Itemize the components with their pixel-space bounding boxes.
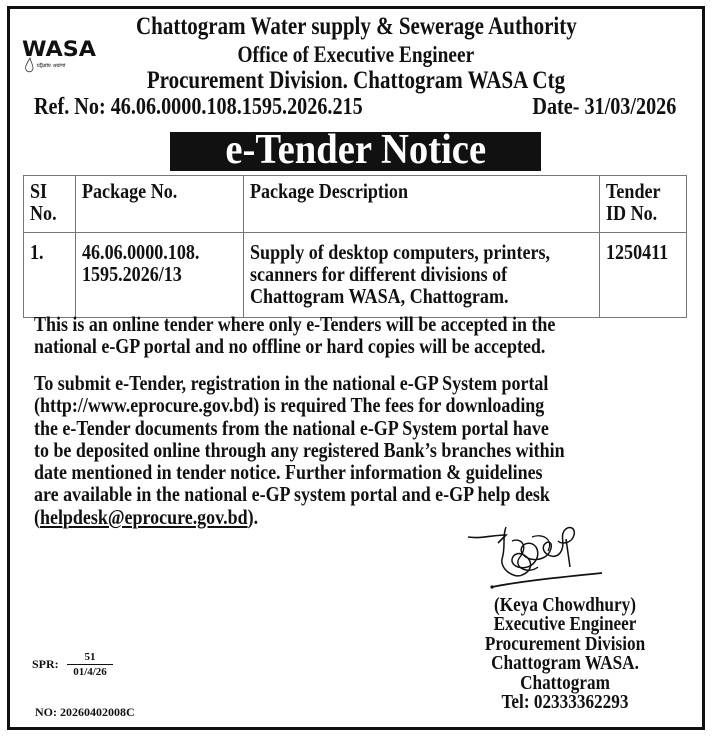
signature-image bbox=[462, 517, 612, 597]
svg-text:চট্টগ্রাম ওয়াসা: চট্টগ্রাম ওয়াসা bbox=[37, 63, 66, 69]
signatory-name: (Keya Chowdhury) bbox=[494, 594, 636, 616]
signatory-organization: Chattogram WASA. bbox=[491, 652, 639, 675]
table-row bbox=[24, 233, 687, 318]
header-si-no: SI No. bbox=[24, 176, 76, 233]
header-tender-id: Tender ID No. bbox=[599, 176, 686, 233]
spr-number: 51 bbox=[67, 651, 113, 665]
spr-date: 01/4/26 bbox=[73, 666, 107, 678]
reference-number: Ref. No: 46.06.0000.108.1595.2026.215 bbox=[34, 94, 363, 120]
signatory-division: Procurement Division bbox=[484, 632, 646, 655]
notice-title: e-Tender Notice bbox=[170, 132, 541, 171]
tender-table bbox=[23, 175, 687, 318]
signatory-tel: Tel: 02333362293 bbox=[501, 691, 629, 714]
helpdesk-email-link[interactable]: helpdesk@eprocure.gov.bd bbox=[39, 504, 248, 529]
signatory-city: Chattogram bbox=[520, 671, 610, 694]
table-header-row bbox=[24, 176, 687, 233]
cell-description: Supply of desktop computers, printers, scanners for different divisions of Chattogram WASA, Chattogram. bbox=[244, 233, 600, 318]
cell-tender-id: 1250411 bbox=[599, 233, 686, 318]
submission-paragraph: To submit e-Tender, registration in the national e-GP System portal (http://www.eprocure.gov.bd) is required The fees for downloading the e-Tender documents from the national e-GP System portal have to be deposited online through any registered Bank’s branches within date mentioned in tender notice. Further information & guidelines are available in the national e-GP system portal and e-GP help desk (helpdesk@eprocure.gov.bd). bbox=[34, 371, 565, 529]
organization-name: Chattogram Water supply & Sewerage Authority bbox=[135, 13, 577, 40]
header-package-no: Package No. bbox=[76, 176, 244, 233]
cell-package-no: 46.06.0000.108. 1595.2026/13 bbox=[76, 233, 244, 318]
office-name: Office of Executive Engineer bbox=[237, 42, 475, 67]
cell-si: 1. bbox=[24, 233, 76, 318]
header-package-description: Package Description bbox=[244, 176, 600, 233]
publication-number: NO: 20260402008C bbox=[35, 705, 135, 719]
signatory-designation: Executive Engineer bbox=[493, 613, 637, 636]
spr-label: SPR: bbox=[32, 657, 59, 671]
signatory-block bbox=[440, 596, 690, 712]
svg-text:WASA: WASA bbox=[22, 37, 97, 61]
spr-fraction bbox=[67, 651, 113, 678]
division-name: Procurement Division. Chattogram WASA Ctg bbox=[146, 67, 566, 94]
notice-date: Date- 31/03/2026 bbox=[532, 94, 676, 120]
online-tender-paragraph: This is an online tender where only e-Tenders will be accepted in the national e-GP portal and no offline or hard copies will be accepted. bbox=[34, 312, 556, 359]
